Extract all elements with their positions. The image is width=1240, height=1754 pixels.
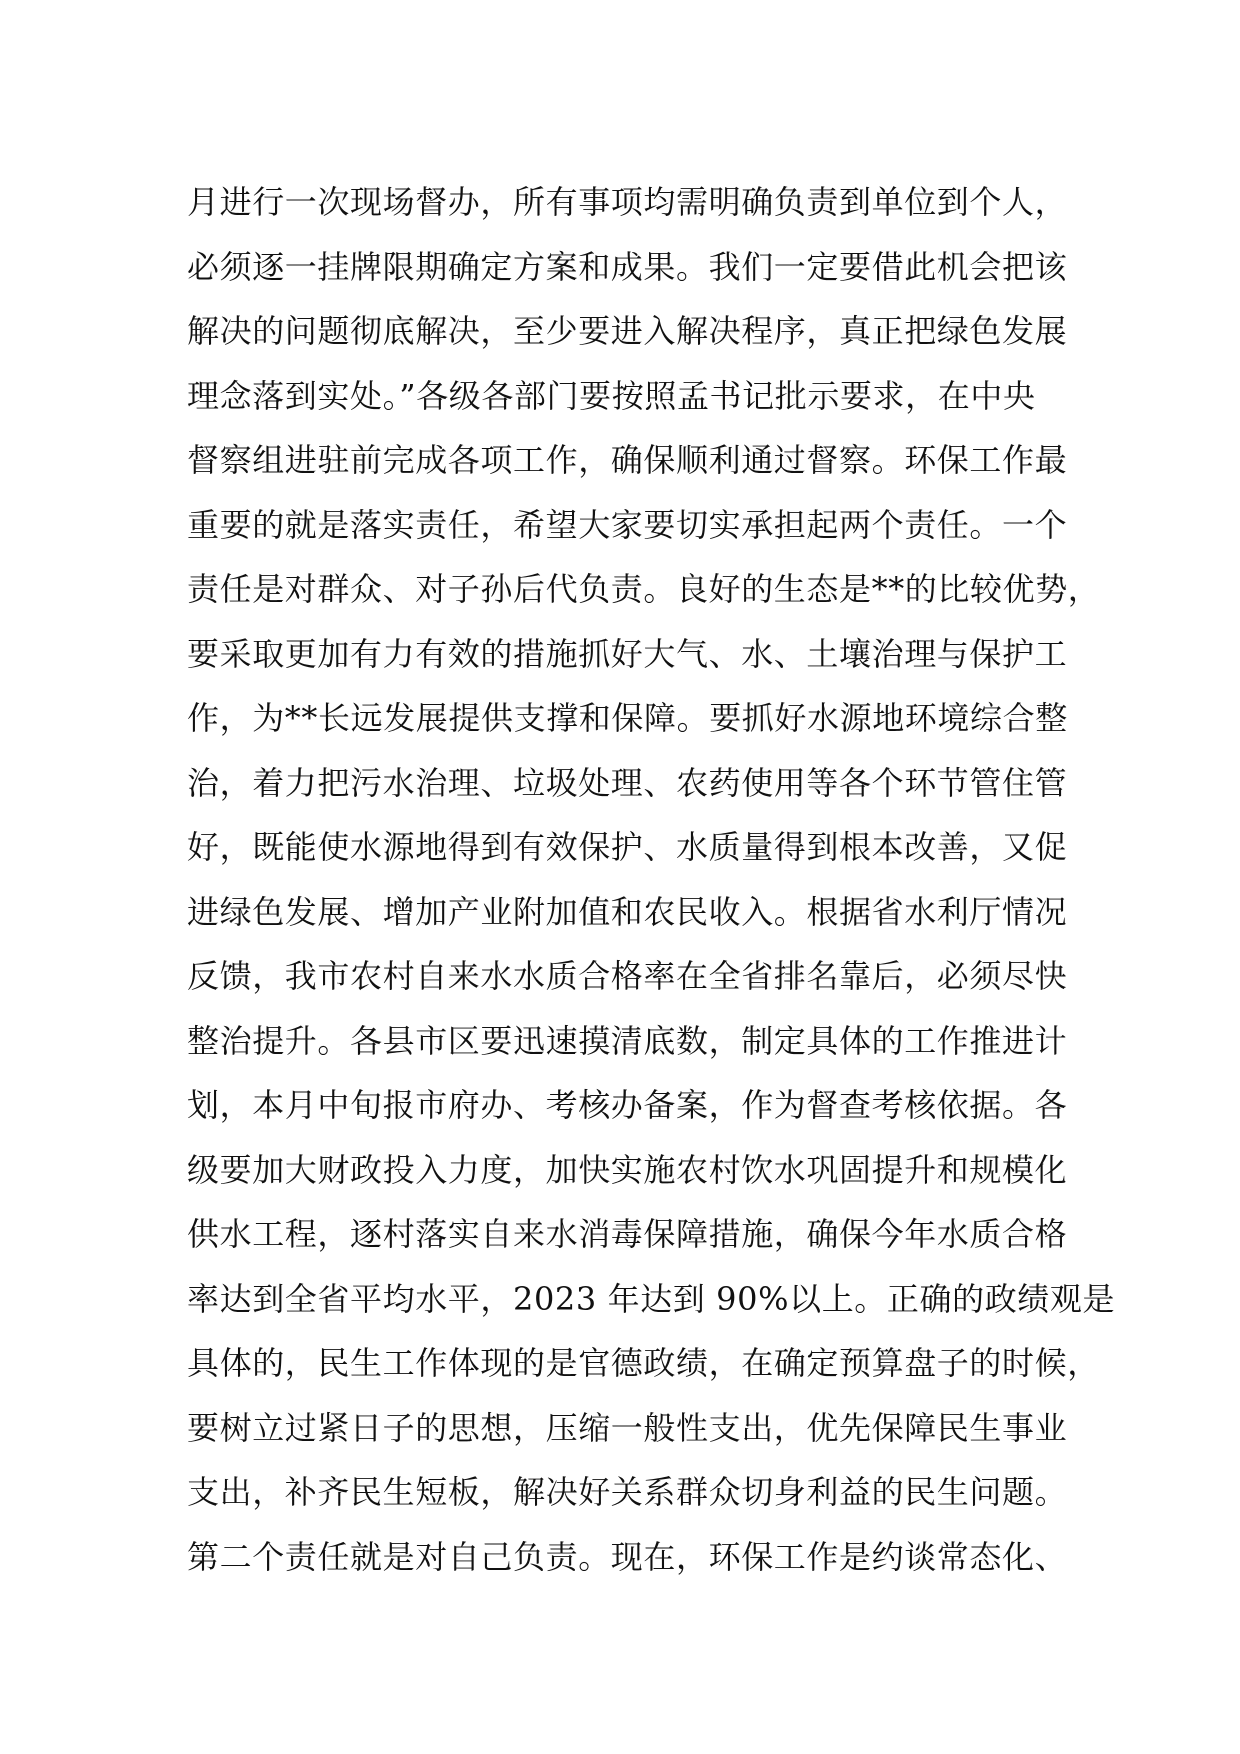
text-line: 理念落到实处。”各级各部门要按照孟书记批示要求，在中央 (187, 376, 1036, 415)
text-line: 督察组进驻前完成各项工作，确保顺利通过督察。环保工作最 (187, 441, 1068, 479)
text-line: 好，既能使水源地得到有效保护、水质量得到根本改善，又促 (187, 828, 1068, 866)
text-line: 作，为**长远发展提供支撑和保障。要抓好水源地环境综合整 (187, 699, 1068, 737)
text-line: 月进行一次现场督办，所有事项均需明确负责到单位到个人， (187, 183, 1068, 221)
text-line: 解决的问题彻底解决，至少要进入解决程序，真正把绿色发展 (187, 312, 1068, 350)
text-line: 划，本月中旬报市府办、考核办备案，作为督查考核依据。各 (187, 1086, 1068, 1124)
body-text (187, 170, 1116, 1589)
text-line: 要树立过紧日子的思想，压缩一般性支出，优先保障民生事业 (187, 1408, 1068, 1447)
text-line: 进绿色发展、增加产业附加值和农民收入。根据省水利厅情况 (187, 892, 1068, 931)
text-line: 支出，补齐民生短板，解决好关系群众切身利益的民生问题。 (187, 1473, 1068, 1511)
text-line: 要采取更加有力有效的措施抓好大气、水、土壤治理与保护工 (187, 634, 1068, 673)
text-line: 责任是对群众、对子孙后代负责。良好的生态是**的比较优势， (187, 570, 1101, 608)
text-line: 第二个责任就是对自己负责。现在，环保工作是约谈常态化、 (187, 1537, 1068, 1576)
text-line: 整治提升。各县市区要迅速摸清底数，制定具体的工作推进计 (187, 1021, 1068, 1060)
text-line: 级要加大财政投入力度，加快实施农村饮水巩固提升和规模化 (187, 1150, 1068, 1189)
text-line: 必须逐一挂牌限期确定方案和成果。我们一定要借此机会把该 (187, 247, 1068, 286)
text-line: 治，着力把污水治理、垃圾处理、农药使用等各个环节管住管 (187, 763, 1068, 802)
text-line: 反馈，我市农村自来水水质合格率在全省排名靠后，必须尽快 (187, 957, 1068, 995)
text-line: 供水工程，逐村落实自来水消毒保障措施，确保今年水质合格 (187, 1215, 1068, 1253)
text-line: 率达到全省平均水平，2023 年达到 90%以上。正确的政绩观是 (187, 1279, 1116, 1318)
text-line: 重要的就是落实责任，希望大家要切实承担起两个责任。一个 (187, 505, 1068, 544)
text-line: 具体的，民生工作体现的是官德政绩，在确定预算盘子的时候， (187, 1344, 1100, 1382)
